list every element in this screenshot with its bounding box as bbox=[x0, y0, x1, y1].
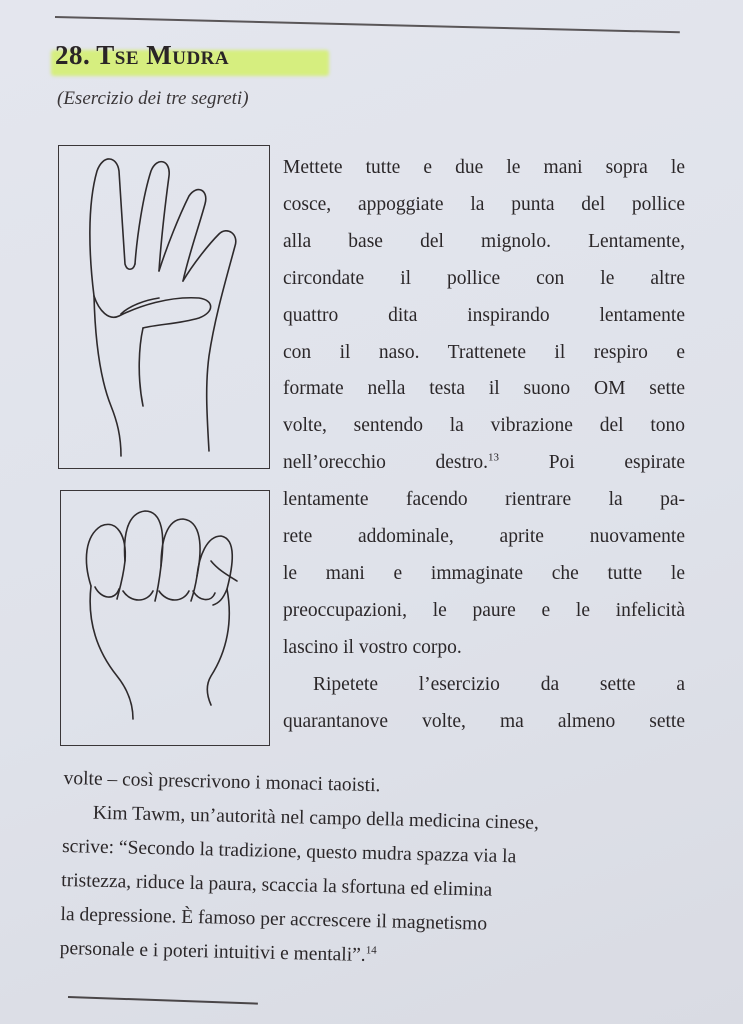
paragraph-1 bbox=[283, 150, 685, 741]
footnote-marker-14[interactable]: 14 bbox=[365, 944, 377, 957]
text-line: lentamente facendo rientrare la pa- bbox=[283, 489, 685, 511]
text-fragment: nell’orecchio destro. bbox=[283, 452, 489, 474]
text-line: formate nella testa il suono OM sette bbox=[283, 378, 685, 400]
text-line: Kim Tawm, un’autorità nel campo della medicina cinese, bbox=[92, 802, 540, 834]
text-line: scrive: “Secondo la tradizione, questo mudra spazza via la bbox=[61, 835, 517, 868]
text-line: preoccupazioni, le paure e le infelicità bbox=[283, 599, 685, 621]
section-title bbox=[55, 40, 229, 71]
text-line: volte – così prescrivono i monaci taoisti. bbox=[63, 767, 381, 797]
text-fragment: personale e i poteri intuitivi e mentali”. bbox=[59, 937, 366, 966]
text-line: lascino il vostro corpo. bbox=[283, 636, 462, 658]
text-line: cosce, appoggiate la punta del pollice bbox=[283, 193, 685, 215]
text-line: le mani e immaginate che tutte le bbox=[283, 562, 685, 584]
text-line: quarantanove volte, ma almeno sette bbox=[283, 710, 685, 732]
text-line: quattro dita inspirando lentamente bbox=[283, 304, 685, 326]
text-line: con il naso. Trattenete il respiro e bbox=[283, 341, 685, 363]
text-fragment: Poi espirate bbox=[499, 452, 685, 474]
section-number: 28. bbox=[55, 40, 91, 70]
text-line: la depressione. È famoso per accrescere il magnetismo bbox=[60, 903, 488, 935]
top-rule bbox=[55, 16, 680, 33]
closed-hand-figure bbox=[60, 490, 270, 746]
text-line: Ripetete l’esercizio da sette a bbox=[313, 673, 685, 695]
text-line: rete addominale, aprite nuovamente bbox=[283, 526, 685, 548]
open-hand-figure bbox=[58, 145, 270, 469]
footnote-marker-13[interactable]: 13 bbox=[488, 451, 500, 464]
hand-fist-icon bbox=[61, 491, 269, 745]
text-line: alla base del mignolo. Lentamente, bbox=[283, 230, 685, 252]
section-subtitle: (Esercizio dei tre segreti) bbox=[57, 88, 249, 109]
text-line-with-footnote bbox=[283, 445, 685, 482]
section-heading bbox=[55, 40, 229, 71]
text-line: Mettete tutte e due le mani sopra le bbox=[283, 157, 685, 178]
text-line: tristezza, riduce la paura, scaccia la sfortuna ed elimina bbox=[61, 869, 493, 901]
text-line: circondate il pollice con le altre bbox=[283, 267, 685, 289]
bottom-rule bbox=[68, 996, 258, 1005]
hand-open-icon bbox=[59, 146, 269, 468]
section-name: Tse Mudra bbox=[96, 40, 230, 70]
page-bottom-text bbox=[59, 762, 693, 980]
text-line: volte, sentendo la vibrazione del tono bbox=[283, 415, 685, 437]
